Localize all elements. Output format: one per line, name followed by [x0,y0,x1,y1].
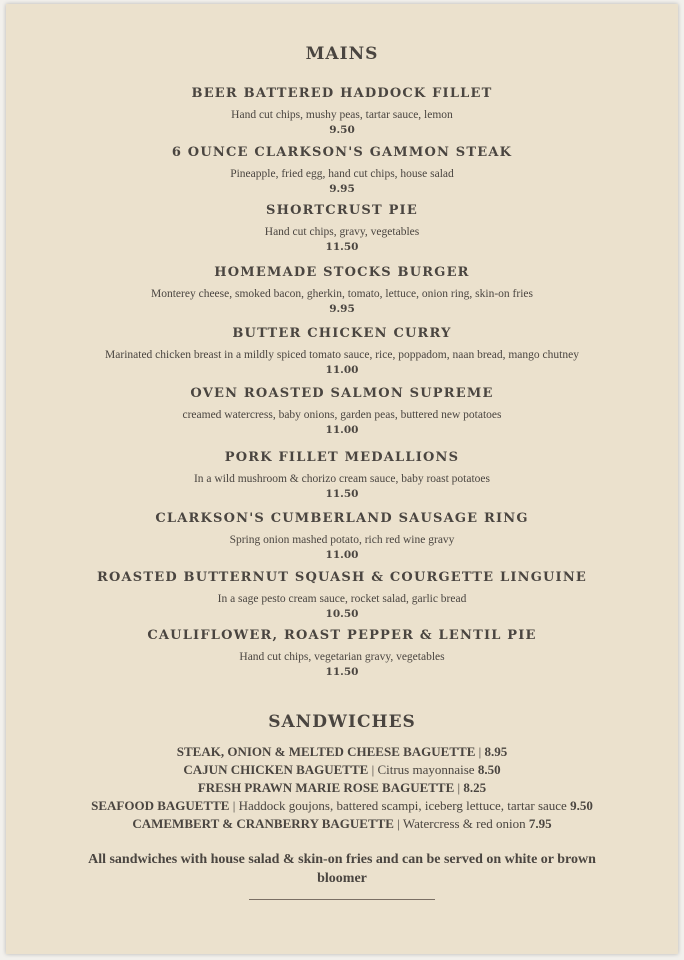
menu-item [6,569,678,621]
dish-description: Hand cut chips, vegetarian gravy, vegetables [239,651,445,663]
dish-price: 11.00 [325,364,359,376]
sandwich-item [6,743,678,761]
dish-price: 11.50 [325,488,359,500]
sandwich-item [6,815,678,833]
sandwich-item [6,779,678,797]
sandwich-description: Haddock goujons, battered scampi, iceberg lettuce, tartar sauce [238,798,571,813]
sandwich-name: STEAK, ONION & MELTED CHEESE BAGUETTE [176,744,476,759]
dish-name: CAULIFLOWER, ROAST PEPPER & LENTIL PIE [147,628,537,643]
sandwich-description: Citrus mayonnaise [377,762,478,777]
separator: | [393,816,403,831]
separator: | [368,762,378,777]
sandwich-price: 8.50 [477,762,501,777]
dish-price: 11.00 [325,424,359,436]
separator: | [475,744,485,759]
dish-name: SHORTCRUST PIE [266,203,418,218]
divider-line [249,899,435,900]
dish-name: BEER BATTERED HADDOCK FILLET [191,86,493,101]
dish-description: Hand cut chips, gravy, vegetables [264,226,420,238]
sandwich-price: 9.50 [570,798,593,813]
menu-item [6,449,678,501]
dish-price: 9.50 [329,124,355,136]
sandwich-item [6,761,678,779]
dish-price: 11.50 [325,666,359,678]
sandwich-price: 8.25 [463,780,487,795]
menu-item [6,202,678,254]
menu-item [6,264,678,316]
menu-item [6,144,678,196]
sandwich-price: 8.95 [484,744,508,759]
sandwich-list [6,743,678,833]
sandwich-item [6,797,678,815]
menu-item [6,85,678,137]
dish-description: In a wild mushroom & chorizo cream sauce, baby roast potatoes [193,473,491,485]
dish-name: PORK FILLET MEDALLIONS [224,450,460,465]
sandwich-name: CAMEMBERT & CRANBERRY BAGUETTE [132,816,394,831]
dish-description: creamed watercress, baby onions, garden peas, buttered new potatoes [182,409,502,421]
menu-item [6,325,678,377]
dish-name: ROASTED BUTTERNUT SQUASH & COURGETTE LINGUINE [96,570,588,585]
separator: | [229,798,239,813]
menu-item [6,510,678,562]
sandwich-description: Watercress & red onion [402,816,529,831]
dish-name: BUTTER CHICKEN CURRY [232,326,452,341]
dish-price: 10.50 [325,608,359,620]
sandwich-price: 7.95 [528,816,552,831]
dish-name: HOMEMADE STOCKS BURGER [214,265,470,280]
dish-description: Monterey cheese, smoked bacon, gherkin, tomato, lettuce, onion ring, skin-on fries [151,288,533,300]
mains-title: MAINS [305,44,379,64]
dish-price: 9.95 [329,303,355,315]
sandwich-name: SEAFOOD BAGUETTE [91,798,230,813]
dish-description: Pineapple, fried egg, hand cut chips, house salad [230,168,454,180]
menu-item [6,385,678,437]
dish-price: 11.50 [325,241,359,253]
dish-description: Hand cut chips, mushy peas, tartar sauce, lemon [231,109,453,121]
dish-name: CLARKSON'S CUMBERLAND SAUSAGE RING [155,511,529,526]
sandwiches-title: SANDWICHES [268,712,416,732]
menu-page [6,4,678,954]
sandwich-name: CAJUN CHICKEN BAGUETTE [183,762,369,777]
dish-description: In a sage pesto cream sauce, rocket salad, garlic bread [217,593,467,605]
sandwich-name: FRESH PRAWN MARIE ROSE BAGUETTE [197,780,455,795]
dish-description: Marinated chicken breast in a mildly spiced tomato sauce, rice, poppadom, naan bread, mango chutney [105,349,579,361]
separator: | [454,780,464,795]
dish-name: 6 OUNCE CLARKSON'S GAMMON STEAK [171,145,513,160]
dish-price: 11.00 [325,549,359,561]
sandwich-note: All sandwiches with house salad & skin-on fries and can be served on white or brown bloomer [88,852,596,886]
dish-description: Spring onion mashed potato, rich red wine gravy [229,534,455,546]
menu-item [6,627,678,679]
dish-name: OVEN ROASTED SALMON SUPREME [190,386,494,401]
dish-price: 9.95 [329,183,355,195]
